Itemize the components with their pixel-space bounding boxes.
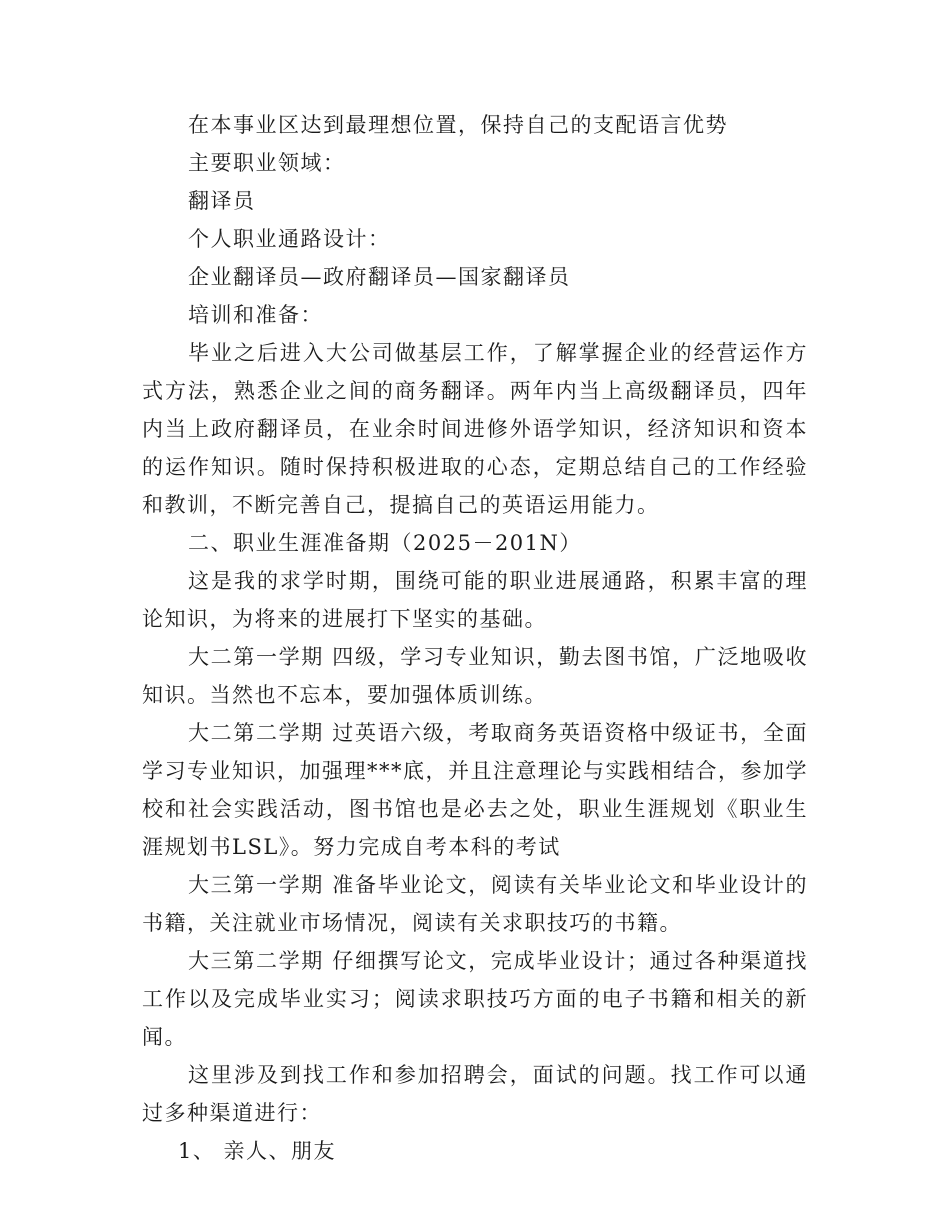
paragraph-career-path-heading: 个人职业通路设计： bbox=[188, 227, 391, 251]
paragraph-study-period: 这是我的求学时期，围绕可能的职业进展通路，积累丰富的理论知识，为将来的进展打下坚实的基础。 bbox=[142, 569, 808, 631]
list-item-relatives-friends: 1、 亲人、朋友 bbox=[178, 1139, 337, 1163]
paragraph-training: 毕业之后进入大公司做基层工作，了解掌握企业的经营运作方式方法，熟悉企业之间的商务翻译。两年内当上高级翻译员，四年内当上政府翻译员，在业余时间进修外语学知识，经济知识和资本的运作知识。随时保持积极进取的心态，定期总结自己的工作经验和教训，不断完善自己，提搞自己的英语运用能力。 bbox=[142, 341, 808, 517]
document-body bbox=[142, 106, 808, 1170]
paragraph-year3-term1: 大三第一学期 准备毕业论文，阅读有关毕业论文和毕业设计的书籍，关注就业市场情况，阅读有关求职技巧的书籍。 bbox=[142, 873, 808, 935]
section-heading-preparation: 二、职业生涯准备期（2025－201N） bbox=[188, 531, 582, 555]
paragraph-goal: 在本事业区达到最理想位置，保持自己的支配语言优势 bbox=[188, 113, 728, 137]
paragraph-year2-term1: 大二第一学期 四级，学习专业知识，勤去图书馆，广泛地吸收知识。当然也不忘本，要加强体质训练。 bbox=[142, 645, 808, 707]
paragraph-training-heading: 培训和准备： bbox=[188, 303, 323, 327]
paragraph-year2-term2: 大二第二学期 过英语六级，考取商务英语资格中级证书，全面学习专业知识，加强理***底，并且注意理论与实践相结合，参加学校和社会实践活动，图书馆也是必去之处，职业生涯规划《职业生涯规划书LSL》。努力完成自考本科的考试 bbox=[142, 721, 808, 859]
paragraph-career-field: 翻译员 bbox=[188, 189, 256, 213]
paragraph-career-field-heading: 主要职业领域： bbox=[188, 151, 346, 175]
paragraph-year3-term2: 大三第二学期 仔细撰写论文，完成毕业设计；通过各种渠道找工作以及完成毕业实习；阅读求职技巧方面的电子书籍和相关的新闻。 bbox=[142, 949, 808, 1049]
paragraph-job-search: 这里涉及到找工作和参加招聘会，面试的问题。找工作可以通过多种渠道进行： bbox=[142, 1063, 808, 1125]
paragraph-career-path: 企业翻译员—政府翻译员—国家翻译员 bbox=[188, 265, 571, 289]
